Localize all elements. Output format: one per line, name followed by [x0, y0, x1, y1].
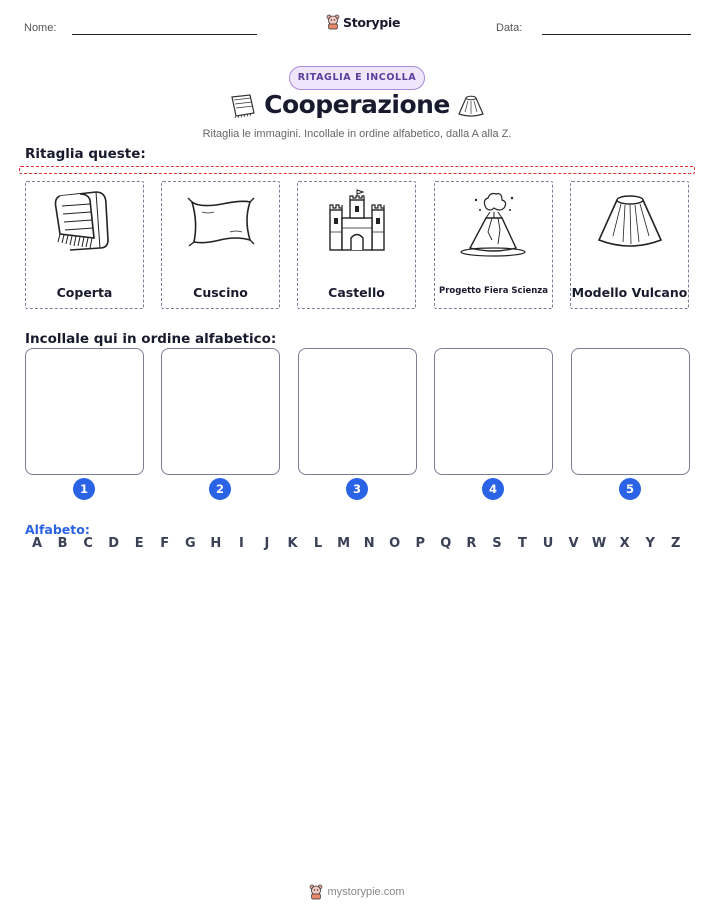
- alphabet-letter-f: F: [160, 536, 170, 551]
- pillow-icon: [186, 188, 256, 258]
- footer: [0, 884, 714, 900]
- slot-number-2: 2: [209, 478, 231, 500]
- slot-number-5: 5: [619, 478, 641, 500]
- alphabet-letter-s: S: [492, 536, 502, 551]
- cut-card-coperta[interactable]: [25, 181, 144, 309]
- alphabet-title: Alfabeto:: [25, 522, 90, 537]
- card-label: Coperta: [56, 285, 113, 300]
- alphabet-letter-p: P: [415, 536, 426, 551]
- alphabet-letter-a: A: [31, 536, 43, 551]
- alphabet-letter-g: G: [184, 536, 196, 551]
- brand-name: Storypie: [343, 14, 401, 30]
- cut-line: [19, 166, 695, 174]
- alphabet-letter-r: R: [466, 536, 477, 551]
- cut-card-modello-vulcano[interactable]: [570, 181, 689, 309]
- alphabet-letter-y: Y: [645, 536, 655, 551]
- date-label: Data:: [496, 22, 523, 34]
- page-title: Cooperazione: [264, 90, 450, 119]
- alphabet-letter-t: T: [518, 536, 527, 551]
- bear-mascot-icon: [309, 884, 323, 900]
- volcano-title-icon: [456, 93, 486, 119]
- alphabet-letter-x: X: [619, 536, 630, 551]
- card-label: Progetto Fiera Scienza: [439, 286, 548, 296]
- alphabet-letter-q: Q: [440, 536, 452, 551]
- activity-badge: RITAGLIA E INCOLLA: [289, 66, 425, 90]
- brand-logo: [326, 14, 400, 30]
- paste-slot-5[interactable]: [571, 348, 690, 475]
- alphabet-letter-v: V: [568, 536, 579, 551]
- paste-slot-2[interactable]: [161, 348, 280, 475]
- date-line: [542, 34, 691, 35]
- alphabet-letter-d: D: [108, 536, 120, 551]
- cut-card-castello[interactable]: [297, 181, 416, 309]
- card-label: Modello Vulcano: [571, 285, 688, 300]
- alphabet-letter-w: W: [591, 536, 607, 551]
- paste-slot-3[interactable]: [298, 348, 417, 475]
- alphabet-letter-e: E: [134, 536, 144, 551]
- footer-site: mystorypie.com: [327, 886, 405, 898]
- alphabet-letter-l: L: [313, 536, 323, 551]
- slot-number-1: 1: [73, 478, 95, 500]
- cut-card-cuscino[interactable]: [161, 181, 280, 309]
- paste-section-label: Incollale qui in ordine alfabetico:: [25, 331, 277, 347]
- alphabet-letter-h: H: [210, 536, 222, 551]
- alphabet-letter-o: O: [389, 536, 401, 551]
- alphabet-letter-u: U: [542, 536, 554, 551]
- paste-slot-1[interactable]: [25, 348, 144, 475]
- card-label: Cuscino: [193, 285, 248, 300]
- cut-section-label: Ritaglia queste:: [25, 146, 146, 162]
- alphabet-row: [25, 536, 690, 556]
- card-label: Castello: [328, 285, 385, 300]
- erupting-volcano-icon: [456, 188, 532, 264]
- bear-mascot-icon: [326, 14, 340, 30]
- slot-number-4: 4: [482, 478, 504, 500]
- alphabet-letter-k: K: [287, 536, 298, 551]
- castle-icon: [322, 188, 392, 258]
- volcano-model-icon: [595, 188, 665, 258]
- alphabet-letter-c: C: [83, 536, 93, 551]
- paste-slot-4[interactable]: [434, 348, 553, 475]
- blanket-icon: [50, 188, 120, 258]
- alphabet-letter-n: N: [363, 536, 375, 551]
- slot-number-3: 3: [346, 478, 368, 500]
- alphabet-letter-m: M: [337, 536, 351, 551]
- alphabet-letter-j: J: [264, 536, 270, 551]
- name-label: Nome:: [24, 22, 57, 34]
- alphabet-letter-i: I: [238, 536, 244, 551]
- alphabet-letter-b: B: [57, 536, 68, 551]
- cut-card-progetto-fiera-scienza[interactable]: [434, 181, 553, 309]
- alphabet-letter-z: Z: [671, 536, 681, 551]
- name-line: [72, 34, 257, 35]
- instructions: Ritaglia le immagini. Incollale in ordine alfabetico, dalla A alla Z.: [202, 128, 512, 140]
- worksheet-header: [0, 14, 714, 42]
